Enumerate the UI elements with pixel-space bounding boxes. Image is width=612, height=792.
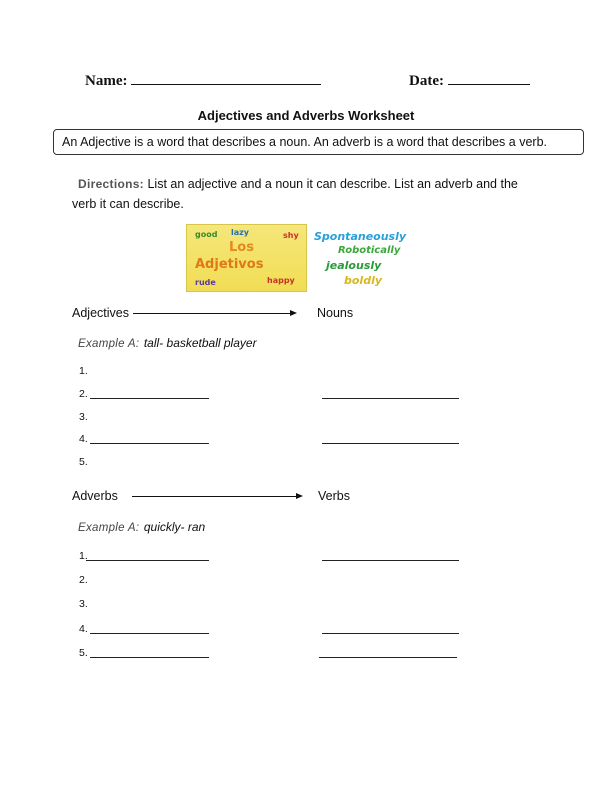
adj-answer-2[interactable]	[90, 398, 209, 399]
adverbs-arrow-head	[296, 493, 303, 499]
example-adverb	[78, 518, 205, 536]
word-boldly: boldly	[344, 274, 383, 287]
word-spontaneously: Spontaneously	[314, 230, 407, 243]
adjectives-arrow-head	[290, 310, 297, 316]
noun-answer-4[interactable]	[322, 443, 459, 444]
date-label: Date:	[409, 73, 444, 89]
adv-item-3: 3.	[79, 598, 88, 610]
adv-answer-4[interactable]	[90, 633, 209, 634]
worksheet-title: Adjectives and Adverbs Worksheet	[197, 108, 415, 123]
date-field[interactable]	[448, 72, 530, 85]
verb-answer-1[interactable]	[322, 560, 459, 561]
adjectives-header: Adjectives	[72, 306, 129, 320]
directions-line2: verb it can describe.	[72, 197, 184, 211]
word-adjetivos: Adjetivos	[195, 257, 264, 272]
word-happy: happy	[267, 276, 295, 285]
adverbs-arrow	[132, 496, 296, 497]
example-adjective	[78, 334, 257, 352]
word-robotically: Robotically	[338, 245, 401, 256]
word-lazy: lazy	[231, 228, 250, 237]
adv-item-4: 4.	[79, 623, 88, 635]
adj-item-3: 3.	[79, 411, 88, 423]
example-value: tall- basketball player	[143, 336, 257, 350]
name-row	[85, 72, 321, 90]
word-shy: shy	[283, 231, 299, 240]
directions	[78, 177, 558, 191]
directions-line1: List an adjective and a noun it can describe. List an adverb and the	[147, 177, 518, 191]
directions-label: Directions:	[78, 177, 144, 191]
verb-answer-4[interactable]	[322, 633, 459, 634]
adv-item-5: 5.	[79, 647, 88, 659]
adj-item-2: 2.	[79, 388, 88, 400]
name-field[interactable]	[131, 72, 321, 85]
example-label: Example A:	[78, 522, 140, 534]
adj-item-1: 1.	[79, 365, 88, 377]
adverbs-image	[314, 228, 432, 290]
definition-text: An Adjective is a word that describes a noun. An adverb is a word that describes a verb.	[62, 135, 547, 149]
adv-answer-5[interactable]	[90, 657, 209, 658]
adv-item-2: 2.	[79, 574, 88, 586]
adjectives-arrow	[133, 313, 290, 314]
adjetivos-image	[186, 224, 307, 292]
word-rude: rude	[195, 278, 216, 287]
verb-answer-5[interactable]	[319, 657, 457, 658]
adj-item-4: 4.	[79, 433, 88, 445]
word-los: Los	[229, 240, 254, 255]
adj-item-5: 5.	[79, 456, 88, 468]
name-label: Name:	[85, 73, 128, 89]
nouns-header: Nouns	[317, 306, 354, 320]
adv-item-1: 1.	[79, 550, 88, 562]
definition-box	[53, 129, 584, 155]
date-row	[409, 72, 530, 90]
noun-answer-2[interactable]	[322, 398, 459, 399]
adverbs-header: Adverbs	[72, 489, 118, 503]
example-value: quickly- ran	[143, 520, 206, 534]
adv-answer-1[interactable]	[86, 560, 209, 561]
word-good: good	[195, 230, 218, 239]
adj-answer-4[interactable]	[90, 443, 209, 444]
example-label: Example A:	[78, 338, 140, 350]
verbs-header: Verbs	[318, 489, 350, 503]
word-jealously: jealously	[326, 259, 382, 272]
